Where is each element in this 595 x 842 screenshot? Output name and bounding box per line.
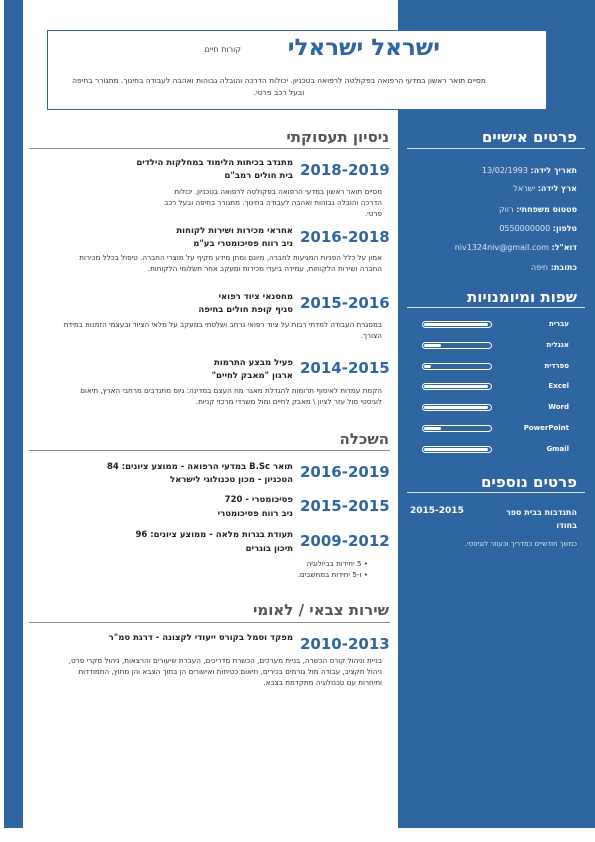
skill-level-fill (424, 427, 441, 430)
skill-level-fill (424, 365, 431, 368)
skill-level-bar (422, 342, 492, 349)
skill-name: Excel (548, 382, 569, 391)
personal-row: ארץ לידה: ישראל (513, 184, 577, 193)
section-divider (407, 307, 585, 308)
skill-name: אנגלית (546, 340, 569, 349)
extra-years: 2015-2015 (410, 506, 464, 516)
email-link: niv1324niv@gmail.com (454, 243, 549, 252)
section-divider (29, 450, 390, 451)
profile-summary: מסיים תואר ראשון במדעי הרפואה בפקולטה לרפואה בטכניון. יכולות הדרכה והובלה גבוהות ואהבה לעבודה בחינוך. מתגורר בחיפה ובעל רכב פרטי. (72, 76, 486, 97)
section-title-education: השכלה (339, 430, 389, 448)
education-bullets (298, 558, 368, 580)
section-divider (407, 492, 585, 493)
sidebar-background (398, 0, 595, 828)
list-item: • 5 יחידות בביולוגיה (298, 558, 368, 569)
section-title-extras: פרטים נוספים (480, 473, 577, 491)
cv-subtitle: קורות חיים (204, 45, 241, 54)
personal-row: תאריך לידה: 13/02/1993 (481, 166, 577, 175)
extra-description: כמשך חודשיים כמדריך וכעוזר לוגיסטי. (464, 540, 577, 548)
education-years: 2009-2012 (300, 532, 390, 550)
personal-row: סטטוס משפחתי: רווק (498, 205, 577, 214)
experience-description: הקמת עמדות לאיסוף תרומות להגדלת מאגר מח העצם במדינה: גיוס מתנדבים מרחבי הארץ, תיאום לוגיסטי מול עזר לציון \ מאבק לחיים ומול משרדי מרכזי קניות. (80, 386, 382, 406)
skill-name: Gmail (546, 444, 569, 453)
education-years: 2016-2019 (300, 463, 390, 481)
skill-level-bar (422, 321, 492, 328)
experience-years: 2018-2019 (300, 161, 390, 179)
experience-years: 2014-2015 (300, 359, 390, 377)
skill-level-bar (422, 446, 492, 453)
header-card (47, 30, 547, 110)
left-accent-strip (4, 0, 23, 828)
skill-name: PowerPoint (523, 424, 569, 432)
education-degree: תעודת בגרות מלאה - ממוצע ציונים: 96 (135, 530, 293, 540)
military-description: בניית וניהול קורס הכשרה, בניית מערכים, הכשרת מדריכים, העברת שיעורים והרצאות, ניהול מקרי פרט, ניהול תקציב, עבודה מול גורמים בכירים, תיאום כטיחות ואישורים הן בתוך הצבא והן מחוץ, התמודדות ותיחרות עם טכנולוגיה מתקדמת בצבא. (68, 656, 382, 687)
education-institution: הטכניון - מכון טכנולוגי לישראל (169, 475, 293, 485)
personal-row: כתובת: חיפה (530, 263, 577, 272)
section-title-experience: ניסיון תעסוקתי (286, 128, 389, 146)
skill-level-bar (422, 363, 492, 370)
experience-role: מחסנאי ציוד רפואי (218, 292, 293, 302)
section-title-military: שירות צבאי / לאומי (252, 601, 389, 619)
extra-title: התנדבות בבית ספר בחודו (505, 508, 577, 530)
experience-role: מתנדב בכיתות הלימוד במחלקות הילדים (136, 158, 293, 168)
military-years: 2010-2013 (300, 635, 390, 653)
experience-org: ניב רווח פסיכומטרי בע"מ (193, 239, 293, 249)
experience-org: ארגון "מאבק לחיים" (211, 371, 293, 381)
education-institution: תיכון בוגרים (245, 544, 293, 554)
experience-description: אמון על כלל הפניות המגיעות לחברה, מיונם ומתן מידע מקיף על מוצרי החברה. טיפול בכלל מכירות החברה ושירות הלקוחות, עמידה ביעדי מכירות ומעקב אחר תשלומי הלקוחות. (79, 253, 382, 273)
skill-name: עברית (549, 320, 569, 328)
section-title-skills: שפות ומיומנויות (466, 288, 577, 306)
personal-row: טלפון: 0550000000 (499, 224, 577, 233)
experience-description: מסיים תואר ראשון במדעי הרפואה בפקולטה לרפואה בטכניון. יכולות הדרכה והובלה גבוהות ואהבה לעבודה בחינוך. מתגורר בחיפה ובעל רכב פרטי. (164, 187, 382, 218)
skill-level-bar (422, 404, 492, 411)
education-degree: פסיכומטרי - 720 (224, 495, 293, 505)
skill-name: ספרדית (544, 361, 569, 370)
experience-org: בית חולים רמב"ם (224, 171, 293, 181)
skill-level-fill (424, 385, 488, 388)
section-divider (407, 148, 585, 149)
education-institution: ניב רווח פסיכומטרי (217, 509, 293, 519)
section-title-personal: פרטים אישיים (481, 128, 577, 146)
section-divider (29, 622, 390, 623)
experience-description: במסגרת העבודה למדתי רבות על ציוד רפואי נרחב ושלטתי במעקב על מלאי הציוד ובעצמי הזמנות במידת הצורך. (63, 320, 382, 340)
section-divider (29, 148, 390, 149)
candidate-name: ישראל ישראלי (287, 35, 440, 61)
skill-level-fill (424, 323, 488, 326)
education-degree: תואר B.Sc במדעי הרפואה - ממוצע ציונים: 84 (106, 462, 293, 472)
skill-level-fill (424, 448, 488, 451)
experience-role: אחראי מכירות ושירות לקוחות (176, 226, 293, 236)
list-item: • ו-5 יחידות במחשבים. (298, 569, 368, 580)
experience-role: פעיל מבצע התרמות (214, 358, 293, 368)
skill-level-fill (424, 344, 441, 347)
experience-years: 2016-2018 (300, 228, 390, 246)
skill-level-bar (422, 383, 492, 390)
experience-org: סניף קופת חולים בחיפה (198, 305, 293, 315)
skill-level-bar (422, 425, 492, 432)
personal-row[interactable]: דוא"ל: niv1324niv@gmail.com (454, 243, 577, 252)
education-years: 2015-2015 (300, 497, 390, 515)
skill-name: Word (548, 403, 569, 412)
skill-level-fill (424, 406, 488, 409)
military-role: מפקד וסמל בקורס ייעודי לקצונה - דרגת סמ"ר (108, 633, 293, 643)
experience-years: 2015-2016 (300, 294, 390, 312)
